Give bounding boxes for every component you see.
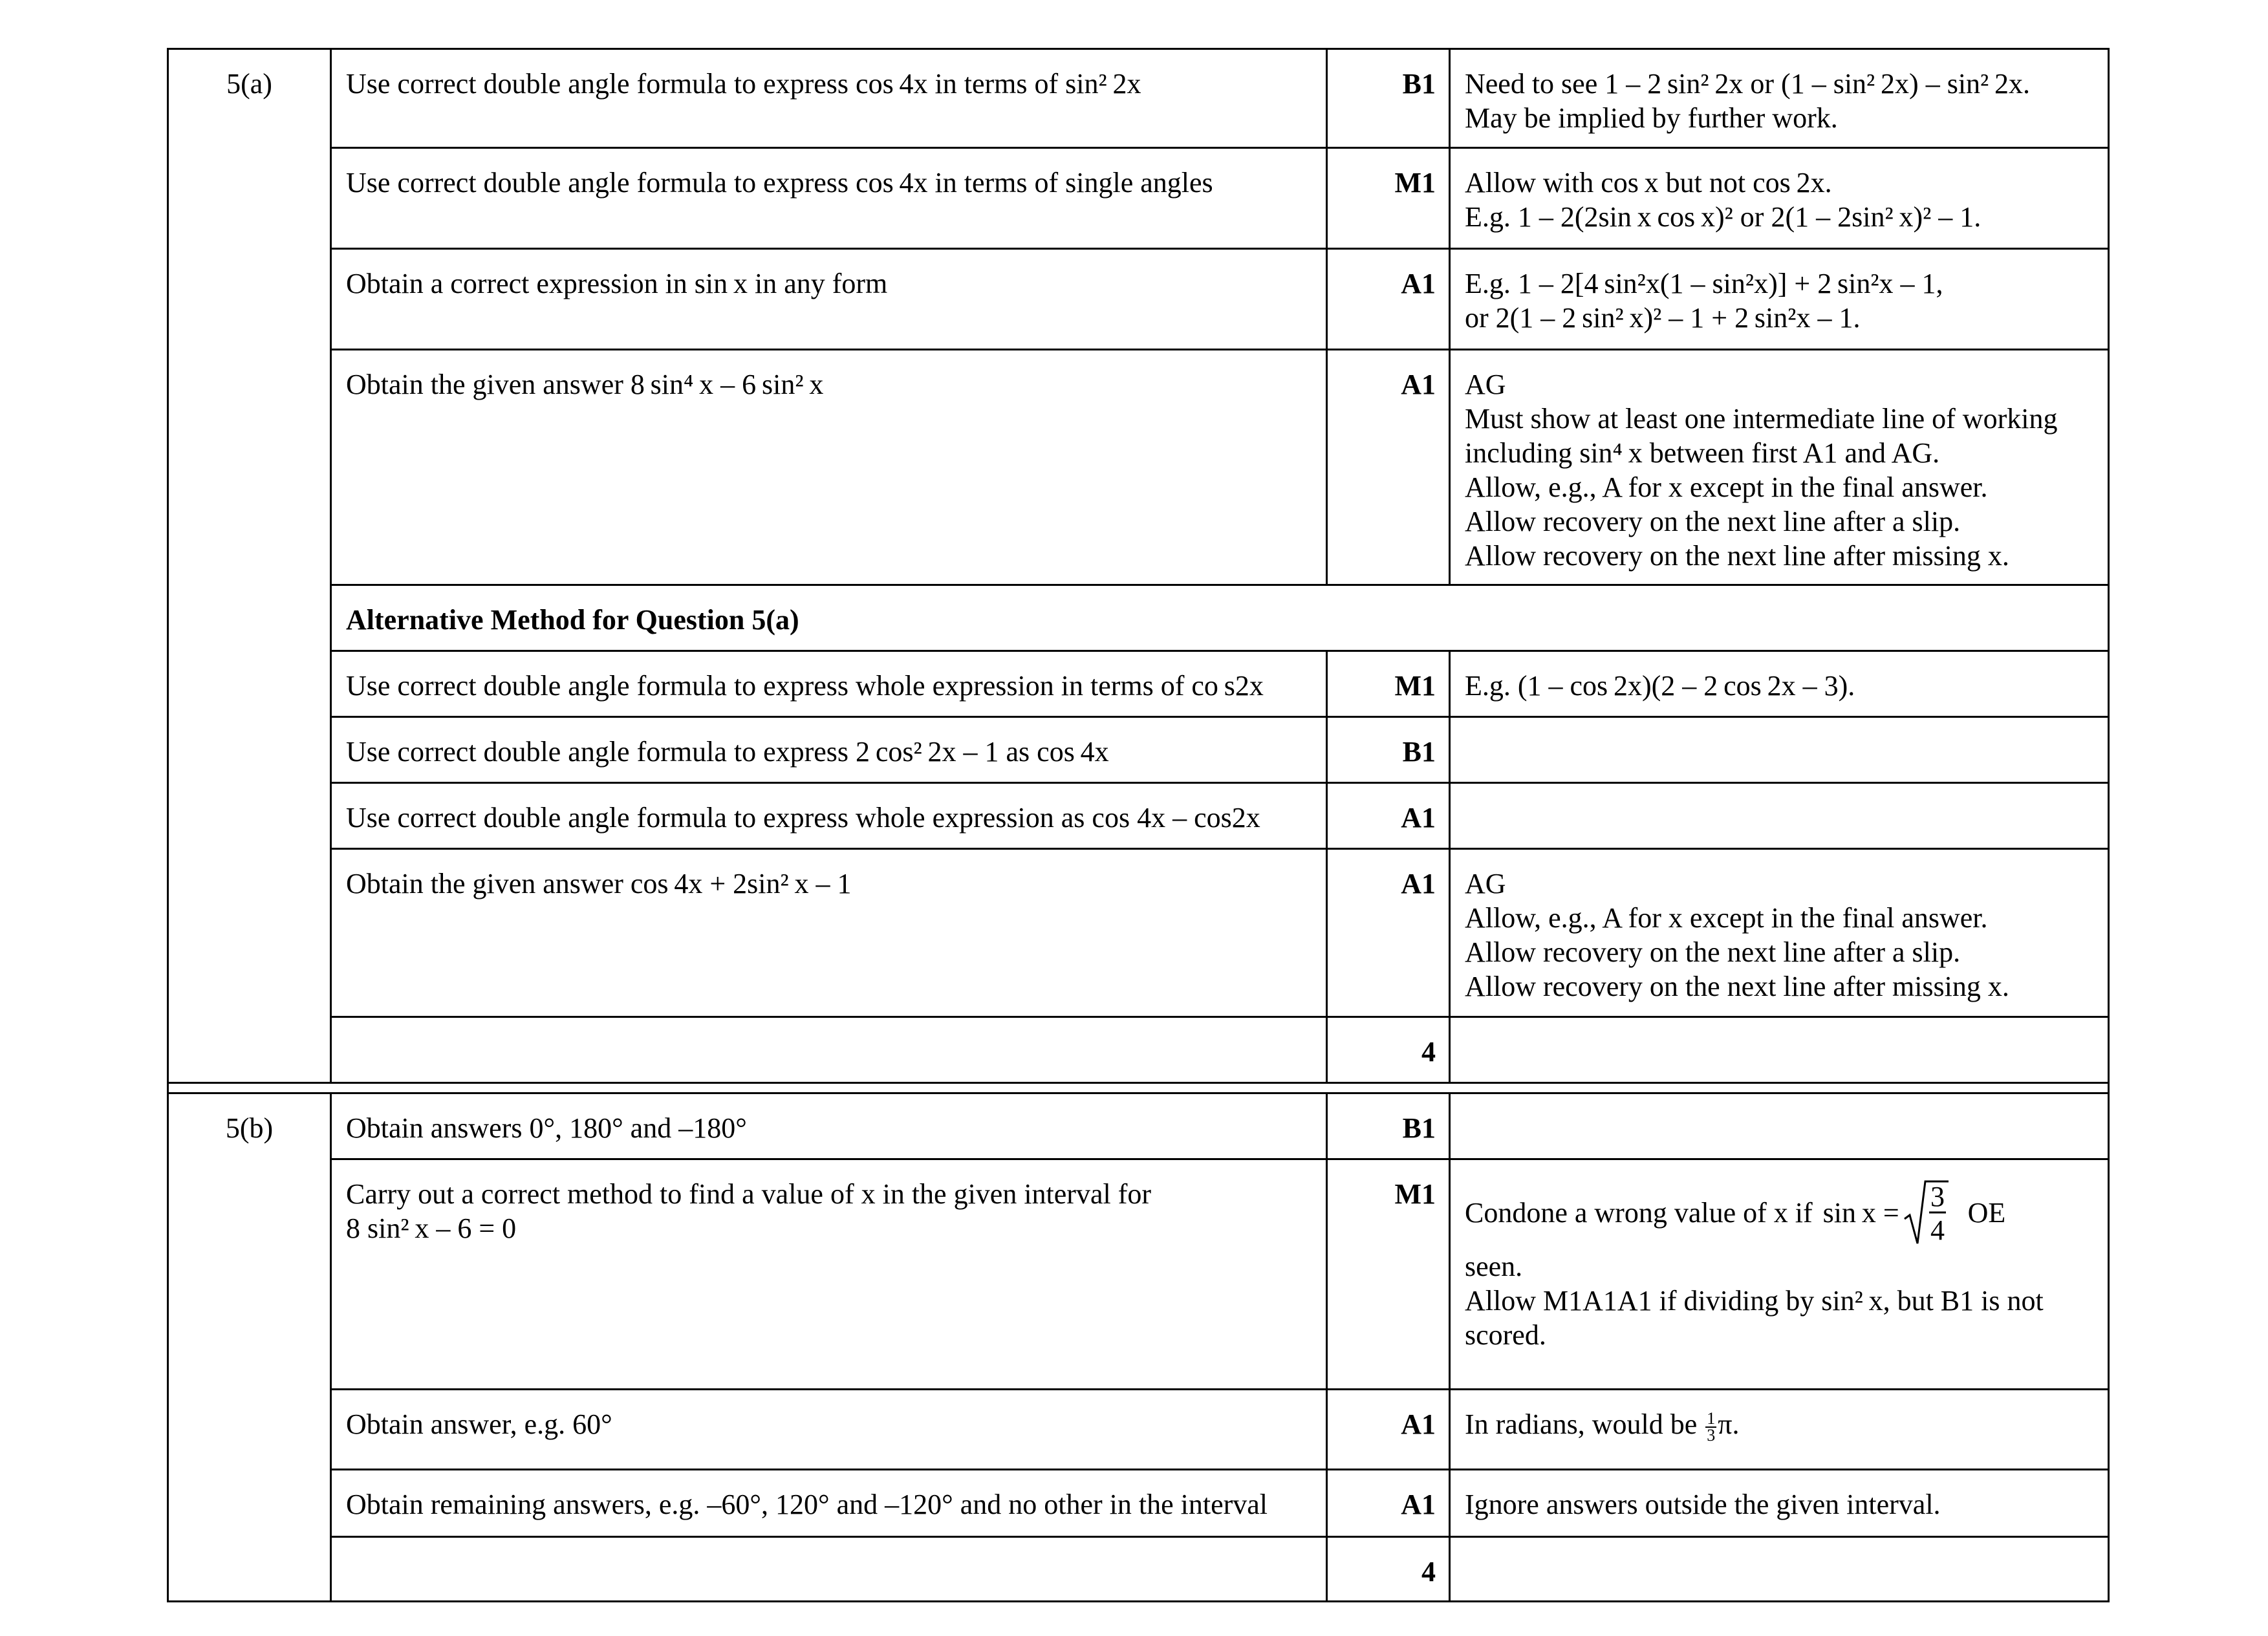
answer-cell: Use correct double angle formula to express cos 4x in terms of single angles — [331, 148, 1327, 249]
table-row — [168, 350, 2109, 585]
answer-cell: Use correct double angle formula to express whole expression as cos 4x – cos2x — [331, 783, 1327, 849]
mark-scheme-table — [167, 48, 2110, 1602]
answer-cell: Obtain remaining answers, e.g. –60°, 120° and –120° and no other in the interval — [331, 1470, 1327, 1537]
table-row — [168, 1093, 2109, 1159]
mark-cell: M1 — [1327, 651, 1450, 717]
table-row — [168, 717, 2109, 783]
table-row — [168, 783, 2109, 849]
question-label: 5(a) — [168, 49, 331, 1083]
total-mark-cell: 4 — [1327, 1017, 1450, 1083]
section-separator — [168, 1083, 2109, 1093]
table-row — [168, 651, 2109, 717]
mark-cell: M1 — [1327, 1159, 1450, 1390]
table-row — [168, 585, 2109, 651]
mark-cell: B1 — [1327, 717, 1450, 783]
answer-cell: Obtain the given answer cos 4x + 2sin² x – 1 — [331, 849, 1327, 1017]
square-root-expression — [1903, 1179, 1949, 1246]
guidance-cell: E.g. (1 – cos 2x)(2 – 2 cos 2x – 3). — [1450, 651, 2109, 717]
answer-cell: Obtain a correct expression in sin x in any form — [331, 249, 1327, 350]
question-label: 5(b) — [168, 1093, 331, 1602]
alternative-method-heading: Alternative Method for Question 5(a) — [331, 585, 2109, 651]
mark-cell: A1 — [1327, 783, 1450, 849]
answer-cell — [331, 1537, 1327, 1602]
guidance-cell: Need to see 1 – 2 sin² 2x or (1 – sin² 2x) – sin² 2x. May be implied by further work. — [1450, 49, 2109, 148]
total-mark-cell: 4 — [1327, 1537, 1450, 1602]
guidance-cell — [1450, 1537, 2109, 1602]
answer-cell: Obtain answer, e.g. 60° — [331, 1390, 1327, 1470]
mark-cell: A1 — [1327, 849, 1450, 1017]
mark-cell: A1 — [1327, 350, 1450, 585]
mark-cell: B1 — [1327, 1093, 1450, 1159]
table-row — [168, 1537, 2109, 1602]
table-row — [168, 249, 2109, 350]
table-row — [168, 1159, 2109, 1390]
guidance-cell: Allow with cos x but not cos 2x. E.g. 1 – 2(2sin x cos x)² or 2(1 – 2sin² x)² – 1. — [1450, 148, 2109, 249]
table-row — [168, 1390, 2109, 1470]
guidance-cell: AG Must show at least one intermediate line of working including sin⁴ x between first A1 and AG. Allow, e.g., A for x except in the final answer. Allow recovery on the next line after a slip. Allow recovery on the next line after missing x. — [1450, 350, 2109, 585]
mark-cell: A1 — [1327, 1390, 1450, 1470]
guidance-cell — [1450, 783, 2109, 849]
guidance-cell: E.g. 1 – 2[4 sin²x(1 – sin²x)] + 2 sin²x – 1, or 2(1 – 2 sin² x)² – 1 + 2 sin²x – 1. — [1450, 249, 2109, 350]
mark-cell: A1 — [1327, 249, 1450, 350]
table-row — [168, 1017, 2109, 1083]
guidance-cell — [1450, 1017, 2109, 1083]
guidance-cell: AG Allow, e.g., A for x except in the final answer. Allow recovery on the next line after a slip. Allow recovery on the next line after missing x. — [1450, 849, 2109, 1017]
table-row — [168, 49, 2109, 148]
guidance-cell: Ignore answers outside the given interval. — [1450, 1470, 2109, 1537]
table-row — [168, 148, 2109, 249]
answer-cell: Carry out a correct method to find a value of x in the given interval for 8 sin² x – 6 = 0 — [331, 1159, 1327, 1390]
answer-cell: Use correct double angle formula to express whole expression in terms of co s2x — [331, 651, 1327, 717]
svg-text:3: 3 — [1930, 1181, 1945, 1212]
svg-text:4: 4 — [1930, 1214, 1945, 1246]
table-row — [168, 849, 2109, 1017]
answer-cell: Obtain the given answer 8 sin⁴ x – 6 sin² x — [331, 350, 1327, 585]
mark-cell: A1 — [1327, 1470, 1450, 1537]
mark-cell: B1 — [1327, 49, 1450, 148]
answer-cell: Use correct double angle formula to express cos 4x in terms of sin² 2x — [331, 49, 1327, 148]
fraction: $\frac{1}{3}$ — [1707, 1408, 1716, 1445]
answer-cell: Obtain answers 0°, 180° and –180° — [331, 1093, 1327, 1159]
mark-cell: M1 — [1327, 148, 1450, 249]
guidance-cell: Condone a wrong value of x if sin x = 3 4 OE seen. Allow M1A1A1 if dividing by sin² x, but B1 is not scored. — [1450, 1159, 2109, 1390]
guidance-cell — [1450, 1093, 2109, 1159]
answer-cell: Use correct double angle formula to express 2 cos² 2x – 1 as cos 4x — [331, 717, 1327, 783]
guidance-cell: In radians, would be $\frac{1}{3}$ π. — [1450, 1390, 2109, 1470]
guidance-cell — [1450, 717, 2109, 783]
table-row — [168, 1470, 2109, 1537]
answer-cell — [331, 1017, 1327, 1083]
